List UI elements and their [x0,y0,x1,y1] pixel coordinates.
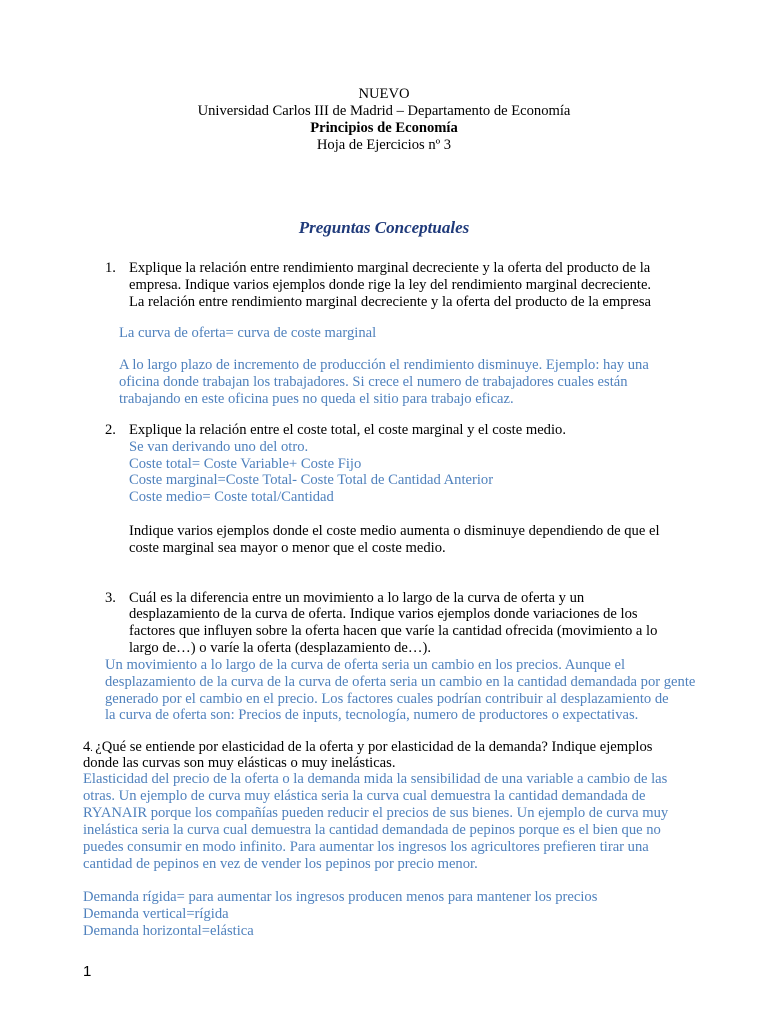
q4-answer-line: otras. Un ejemplo de curva muy elástica seria la curva cual demuestra la cantidad demandada de [83,788,646,804]
q1-text-line: empresa. Indique varios ejemplos donde rige la ley del rendimiento marginal decreciente. [129,277,652,293]
q3-number: 3. [105,590,116,606]
q4-answer-line: RYANAIR porque los compañías pueden reducir el precios de sus bienes. Un ejemplo de curva muy [83,805,669,821]
q2-number: 2. [105,422,116,438]
section-title: Preguntas Conceptuales [298,218,470,237]
q1-text-line: Explique la relación entre rendimiento marginal decreciente y la oferta del producto de la [129,260,651,276]
q1-answer-line: oficina donde trabajan los trabajadores. Si crece el numero de trabajadores cuales están [119,374,628,390]
q4-answer-line: inelástica seria la curva cual demuestra la cantidad demandada de pepinos porque es el bien que no [83,822,661,838]
q3-answer-line: desplazamiento de la curva de la curva de oferta seria un cambio en la cantidad demandada por gente [105,674,696,690]
q4-definition: Demanda rígida= para aumentar los ingresos producen menos para mantener los precios [83,889,598,905]
q3-text-line: desplazamiento de la curva de oferta. Indique varios ejemplos donde variaciones de los [129,606,638,622]
q2-answer-line: Coste marginal=Coste Total- Coste Total de Cantidad Anterior [129,472,494,488]
q4-text: ¿Qué se entiende por elasticidad de la oferta y por elasticidad de la demanda? Indique ejemplos [95,739,653,755]
q3-text-line: largo de…) o varíe la oferta (desplazamiento de…). [129,640,432,656]
q1-answer-supply-curve: La curva de oferta= curva de coste marginal [119,325,377,341]
q4-dot: . [90,743,96,754]
header-sheet: Hoja de Ejercicios nº 3 [316,137,452,153]
q3-answer-line: la curva de oferta son: Precios de inputs, tecnología, numero de productores o expectativas. [105,707,639,723]
q1-text-line: La relación entre rendimiento marginal decreciente y la oferta del producto de la empresa [129,294,652,310]
q1-answer-line: trabajando en este oficina pues no queda el sitio para trabajo eficaz. [119,391,514,407]
q2-answer-line: Coste total= Coste Variable+ Coste Fijo [129,456,362,472]
q3-answer-line: Un movimiento a lo largo de la curva de oferta seria un cambio en los precios. Aunque el [105,657,626,673]
q4-number: 4 [83,739,91,755]
q3-text-line: factores que influyen sobre la oferta hacen que varíe la cantidad ofrecida (movimiento a lo [129,623,658,639]
q4-definition: Demanda horizontal=elástica [83,923,254,939]
header-line-nuevo: NUEVO [358,86,410,102]
q2-answer-line: Coste medio= Coste total/Cantidad [129,489,334,505]
q2-answer-line: Se van derivando uno del otro. [129,439,309,455]
header-course: Principios de Economía [310,120,458,136]
q4-question-line2: donde las curvas son muy elásticas o muy inelásticas. [83,755,396,771]
q4-answer-line: puedes consumir en modo infinito. Para aumentar los ingresos los agricultores prefieren tirar una [83,839,649,855]
q4-answer-line: Elasticidad del precio de la oferta o la demanda mida la sensibilidad de una variable a cambio de las [83,771,668,787]
q3-answer-line: generado por el cambio en el precio. Los factores cuales podrían contribuir al desplazamiento de [105,691,669,707]
header-university: Universidad Carlos III de Madrid – Departamento de Economía [197,103,571,119]
page-number: 1 [83,963,92,980]
q3-text-line: Cuál es la diferencia entre un movimiento a lo largo de la curva de oferta y un [129,590,585,606]
q1-number: 1. [105,260,116,276]
q2-followup-line: coste marginal sea mayor o menor que el coste medio. [129,540,446,556]
q4-definition: Demanda vertical=rígida [83,906,229,922]
q1-answer-line: A lo largo plazo de incremento de producción el rendimiento disminuye. Ejemplo: hay una [119,357,649,373]
q2-followup-line: Indique varios ejemplos donde el coste medio aumenta o disminuye dependiendo de que el [129,523,660,539]
q4-answer-line: cantidad de pepinos en vez de vender los pepinos por precio menor. [83,856,478,872]
q2-text: Explique la relación entre el coste total, el coste marginal y el coste medio. [129,422,566,438]
